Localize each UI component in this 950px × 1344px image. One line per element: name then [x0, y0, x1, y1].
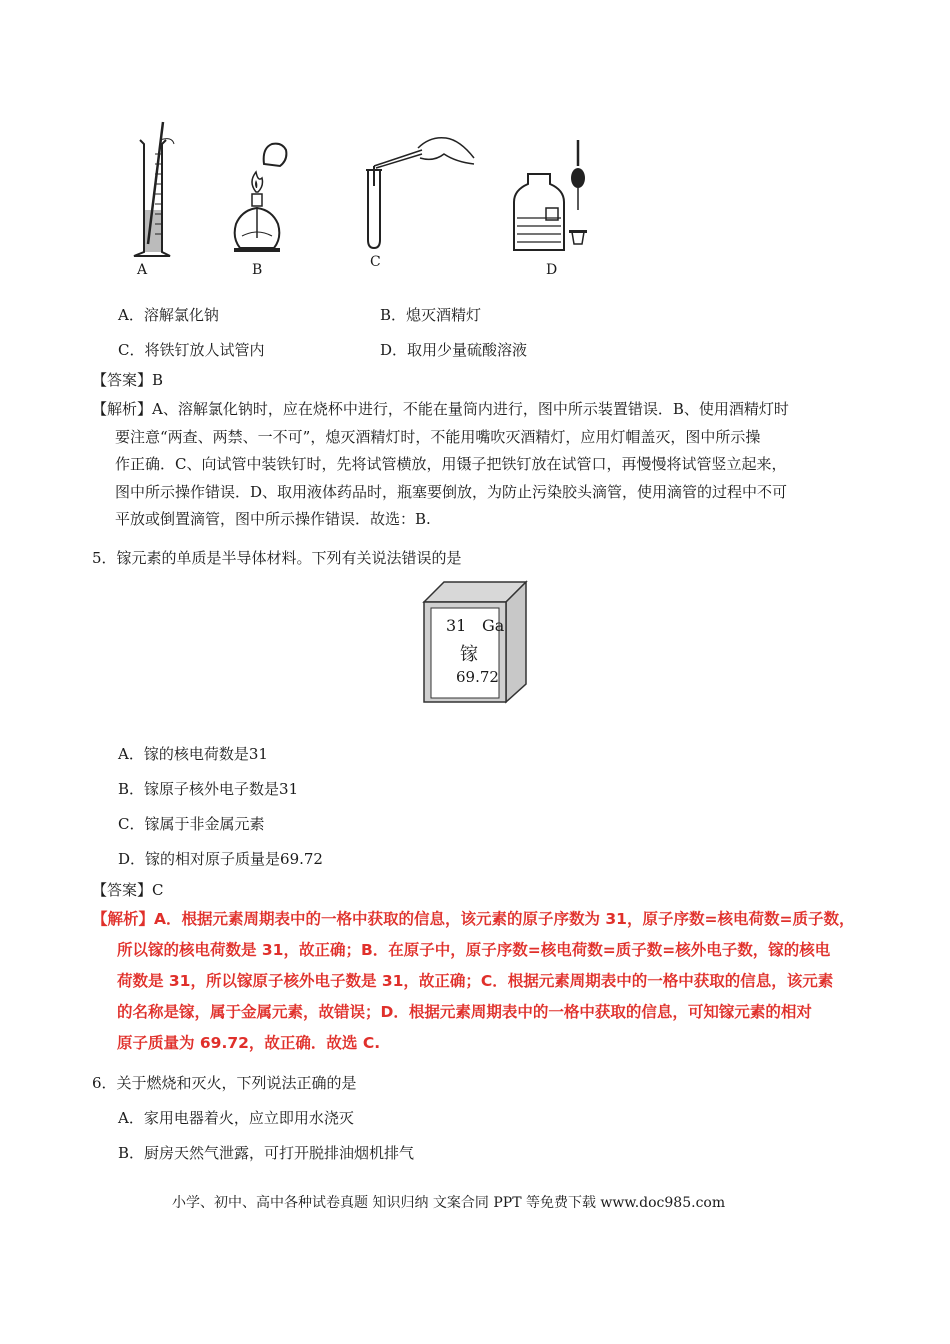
- q4-analysis-line: 要注意“两查、两禁、一不可”，熄灭酒精灯时，不能用嘴吹灭酒精灯，应用灯帽盖灭，图中所示操: [115, 427, 761, 446]
- element-symbol: Ga: [482, 616, 505, 635]
- q5-answer: 【答案】C: [92, 881, 164, 899]
- element-name: 镓: [460, 644, 478, 665]
- q4-analysis: [92, 396, 892, 534]
- figure-label-b: B: [252, 262, 263, 278]
- q4-analysis-line: 图中所示操作错误．D、取用液体药品时，瓶塞要倒放，为防止污染胶头滴管，使用滴管的过程中不可: [115, 482, 788, 501]
- q5-analysis-line: 所以镓的核电荷数是 31，故正确；B．在原子中，原子序数=核电荷数=质子数=核外电子数，镓的核电: [117, 941, 831, 959]
- graduated-cylinder-figure: [130, 118, 180, 260]
- q5-analysis-line: 的名称是镓，属于金属元素，故错误；D．根据元素周期表中的一格中获取的信息，可知镓元素的相对: [117, 1003, 812, 1021]
- q5-analysis-line: 荷数是 31，所以镓原子核外电子数是 31，故正确；C．根据元素周期表中的一格中获取的信息，该元素: [117, 972, 834, 990]
- alcohol-lamp-figure: [228, 138, 288, 262]
- element-atomic-mass: 69.72: [456, 668, 499, 686]
- q5-option-c: C．镓属于非金属元素: [118, 815, 265, 833]
- q4-option-a: A．溶解氯化钠: [118, 306, 219, 324]
- q4-option-d: D．取用少量硫酸溶液: [380, 341, 528, 359]
- q5-stem: 5．镓元素的单质是半导体材料。下列有关说法错误的是: [92, 549, 462, 567]
- test-tube-figure: [360, 128, 478, 252]
- element-cell-gallium: [422, 580, 528, 704]
- dropper-bottle-figure: [508, 138, 590, 262]
- q5-option-d: D．镓的相对原子质量是69.72: [118, 850, 323, 868]
- q4-analysis-line: 平放或倒置滴管，图中所示操作错误．故选：B.: [115, 510, 431, 529]
- q4-option-b: B．熄灭酒精灯: [380, 306, 482, 324]
- page-footer: 小学、初中、高中各种试卷真题 知识归纳 文案合同 PPT 等免费下载 www.doc985.com: [172, 1195, 726, 1211]
- figure-label-c: C: [370, 254, 381, 270]
- q4-analysis-line: 作正确．C、向试管中装铁钉时，先将试管横放，用镊子把铁钉放在试管口，再慢慢将试管竖立起来，: [115, 455, 787, 474]
- q6-option-b: B．厨房天然气泄露，可打开脱排油烟机排气: [118, 1144, 415, 1162]
- q5-analysis: [92, 904, 902, 1059]
- q5-option-b: B．镓原子核外电子数是31: [118, 780, 299, 798]
- q6-stem: 6．关于燃烧和灭火，下列说法正确的是: [92, 1074, 357, 1092]
- element-atomic-number: 31: [446, 616, 467, 635]
- q5-option-a: A．镓的核电荷数是31: [118, 745, 268, 763]
- q6-option-a: A．家用电器着火，应立即用水浇灭: [118, 1109, 354, 1127]
- q5-analysis-line: 原子质量为 69.72，故正确．故选 C.: [117, 1034, 381, 1052]
- figure-label-a: A: [137, 262, 148, 278]
- figure-label-d: D: [546, 262, 558, 278]
- q4-analysis-line: 【解析】A、溶解氯化钠时，应在烧杯中进行，不能在量筒内进行，图中所示装置错误．B、使用酒精灯时: [92, 400, 789, 418]
- q4-answer: 【答案】B: [92, 371, 164, 389]
- q5-analysis-line: 【解析】A．根据元素周期表中的一格中获取的信息，该元素的原子序数为 31，原子序数=核电荷数=质子数，: [92, 910, 855, 928]
- q4-option-c: C．将铁钉放人试管内: [118, 341, 265, 359]
